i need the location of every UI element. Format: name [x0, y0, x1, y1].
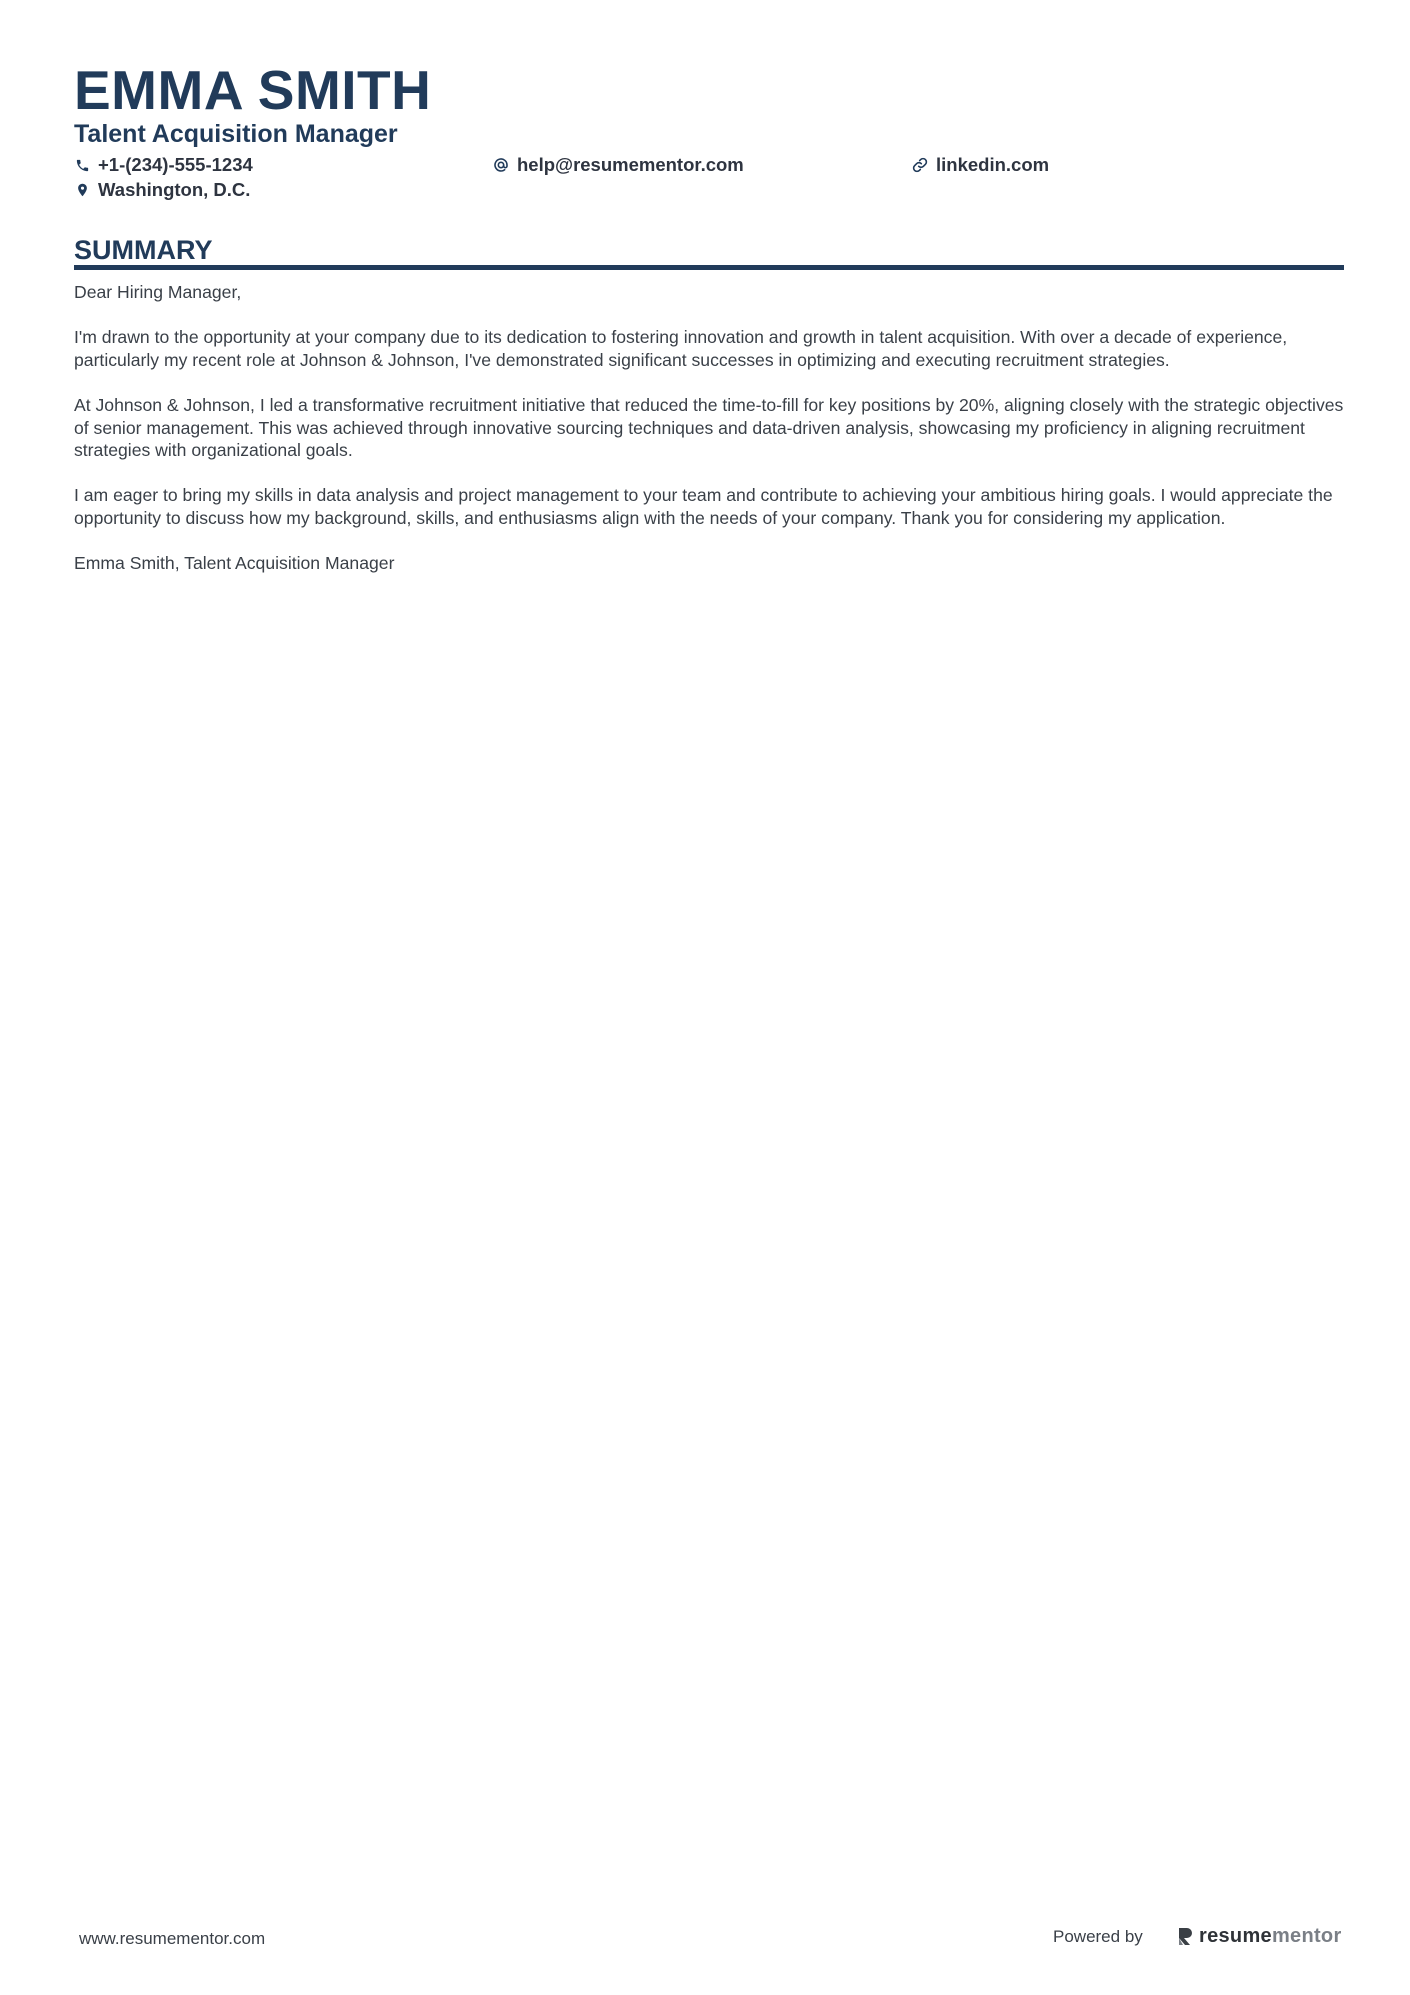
contact-phone: [74, 153, 253, 177]
letter-paragraph: I am eager to bring my skills in data analysis and project management to your team and contribute to achieving your ambitious hiring goals. I would appreciate the opportunity to discuss how my background, skills, and enthusiasms align with the needs of your company. Thank you for considering my application.: [74, 485, 1333, 528]
contact-linkedin: [912, 153, 1049, 177]
salutation: Dear Hiring Manager,: [74, 282, 242, 302]
job-title: Talent Acquisition Manager: [74, 120, 398, 148]
linkedin-text: linkedin.com: [936, 154, 1050, 175]
candidate-name: EMMA SMITH: [74, 59, 432, 121]
phone-icon: [74, 157, 90, 173]
footer-website-link[interactable]: www.resumementor.com: [79, 1929, 266, 1948]
letter-paragraph: At Johnson & Johnson, I led a transformative recruitment initiative that reduced the time-to-fill for key positions by 20%, aligning closely with the strategic objectives of senior management. This was achieved through innovative sourcing techniques and data-driven analysis, showcasing my proficiency in aligning recruitment strategies with organizational goals.: [74, 394, 1344, 461]
signature: Emma Smith, Talent Acquisition Manager: [74, 553, 395, 574]
link-icon: [912, 157, 928, 173]
phone-text: +1-(234)-555-1234: [98, 154, 253, 175]
at-icon: [493, 157, 509, 173]
contact-email: [493, 153, 744, 177]
brand-word-resume: resume: [1199, 1925, 1272, 1947]
letter-paragraph: I'm drawn to the opportunity at your company due to its dedication to fostering innovation and growth in talent acquisition. With over a decade of experience, particularly my recent role at Johnson & Johnson, I've demonstrated significant successes in optimizing and executing recruitment strategies.: [74, 327, 1288, 370]
powered-by-label: Powered by: [1053, 1927, 1143, 1946]
section-divider: [74, 265, 1344, 270]
contact-location: [74, 178, 250, 202]
summary-heading: SUMMARY: [74, 235, 213, 265]
email-text: help@resumementor.com: [517, 154, 744, 175]
brand-word-mentor: mentor: [1271, 1925, 1342, 1947]
resumementor-logo[interactable]: [1177, 1924, 1342, 1948]
location-text: Washington, D.C.: [98, 179, 251, 200]
letter-body: [74, 281, 1344, 597]
resumementor-logo-icon: [1177, 1926, 1194, 1947]
map-pin-icon: [74, 182, 90, 198]
